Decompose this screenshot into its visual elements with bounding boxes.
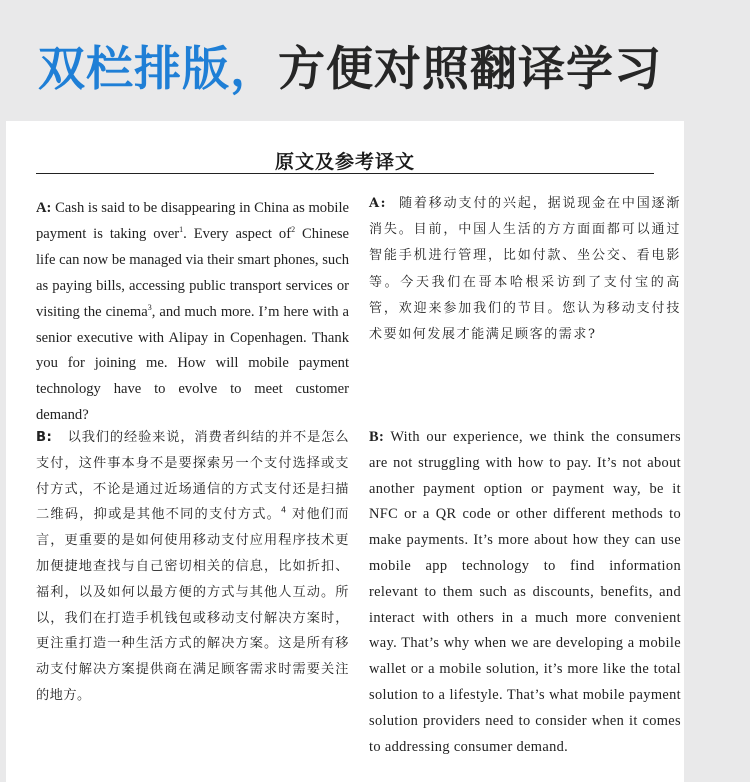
footnote-3: 3 <box>147 302 152 312</box>
b-en-text: With our experience, we think the consumers are not struggling with how to pay. It’s not about another payment option or payment way, be it NFC or a QR code or other different methods to make payments. It’s more about how they can use mobile app technology to find information relevant to them such as discounts, benefits, and interact with others in a much more convenient way. That’s why when we are developing a mobile wallet or a mobile solution, it’s more like the total solution to a lifestyle. That’s what mobile payment solution providers need to consider when it comes to addressing consumer demand. <box>369 429 681 755</box>
speaker-b-label: B: <box>36 430 53 445</box>
b-chinese-paragraph <box>36 425 349 709</box>
section-title: 原文及参考译文 <box>274 151 415 173</box>
footnote-4: 4 <box>281 506 287 515</box>
banner-title-highlight: 双栏排版， <box>38 42 278 97</box>
a-en-text-3: Chinese life can now be managed via their smart phones, such as paying bills, accessing public transport services or visiting the cinema <box>36 225 350 320</box>
a-zh-text: 随着移动支付的兴起，据说现金在中国逐渐消失。目前，中国人生活的方方面面都可以通过智能手机进行管理，比如付款、坐公交、看电影等。今天我们在哥本哈根采访到了支付宝的高管，欢迎来参加我们的节目。您认为移动支付技术要如何发展才能满足顾客的需求? <box>369 196 681 343</box>
speaker-b-label-en: B: <box>369 429 385 445</box>
banner <box>0 0 750 118</box>
title-divider <box>36 173 654 174</box>
a-en-text-4: , and much more. I’m here with a senior executive with Alipay in Copenhagen. Thank you for joining me. How will mobile payment technology have to evolve to meet customer demand? <box>36 303 350 424</box>
b-zh-text-1: 以我们的经验来说，消费者纠结的并不是怎么支付，这件事本身不是要探索另一个支付选择或支付方式，不论是通过近场通信的方式支付还是扫描二维码，抑或是其他不同的支付方式。 <box>36 430 350 523</box>
speaker-a-label-zh: A: <box>369 196 388 211</box>
footnote-2: 2 <box>291 225 296 235</box>
document-page <box>6 121 684 782</box>
a-english-paragraph <box>36 196 349 429</box>
a-en-text-1: Cash is said to be disappearing in China as mobile payment is taking over <box>36 200 349 242</box>
b-english-paragraph <box>369 425 681 760</box>
a-chinese-paragraph <box>369 191 681 348</box>
speaker-a-label: A: <box>36 200 52 216</box>
footnote-1: 1 <box>179 225 184 235</box>
banner-title-rest: 方便对照翻译学习 <box>278 42 662 97</box>
b-zh-text-2: 对他们而言，更重要的是如何使用移动支付应用程序技术更加便捷地查找与自己密切相关的信息，比如折扣、福利，以及如何以最方便的方式与其他人互动。所以，我们在打造手机钱包或移动支付解决方案时，更注重打造一种生活方式的解决方案。这是所有移动支付解决方案提供商在满足顾客需求时需要关注的地方。 <box>36 507 349 703</box>
banner-title <box>38 40 662 100</box>
a-en-text-2: . Every aspect of <box>183 225 292 242</box>
